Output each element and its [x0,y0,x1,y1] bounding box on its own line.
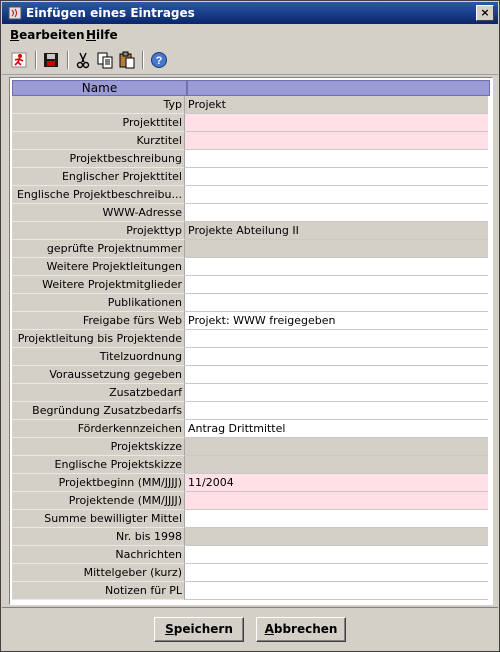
table-row [12,564,490,582]
row-label: Typ [12,96,185,114]
table-row [12,114,490,132]
column-header-name[interactable]: Name [12,80,187,96]
table-row [12,348,490,366]
row-label: Nr. bis 1998 [12,528,185,546]
row-label: Nachrichten [12,546,185,564]
row-label: Englischer Projekttitel [12,168,185,186]
row-value-field[interactable]: Projekt: WWW freigegeben [185,312,488,330]
table-row [12,330,490,348]
row-value-field[interactable] [185,168,488,186]
table-row [12,294,490,312]
row-value-field[interactable] [185,582,488,600]
table-rows [12,96,490,600]
row-label: Weitere Projektmitglieder [12,276,185,294]
row-label: Begründung Zusatzbedarfs [12,402,185,420]
row-label: Kurztitel [12,132,185,150]
row-value-field [185,240,488,258]
table-row [12,546,490,564]
toolbar-separator [35,51,37,69]
row-label: Projektende (MM/JJJJ) [12,492,185,510]
row-label: Englische Projektbeschreibu... [12,186,185,204]
table-row [12,258,490,276]
row-value-field[interactable] [185,150,488,168]
save-icon[interactable] [40,49,62,71]
button-bar [2,607,498,652]
table-row [12,582,490,600]
table-row [12,384,490,402]
table-row [12,204,490,222]
row-value-field[interactable] [185,114,488,132]
table-row [12,510,490,528]
table-row [12,150,490,168]
menu-bar [2,25,498,45]
table-row [12,456,490,474]
row-label: geprüfte Projektnummer [12,240,185,258]
table-row [12,528,490,546]
copy-icon[interactable] [94,49,116,71]
row-value-field: Projekte Abteilung II [185,222,488,240]
row-value-field[interactable] [185,132,488,150]
row-label: Englische Projektskizze [12,456,185,474]
table-row [12,168,490,186]
svg-text:?: ? [155,55,163,67]
paste-icon[interactable] [116,49,138,71]
cut-icon[interactable] [72,49,94,71]
help-icon[interactable] [148,49,170,71]
row-label: Voraussetzung gegeben [12,366,185,384]
row-value-field[interactable]: Antrag Drittmittel [185,420,488,438]
window-title: Einfügen eines Eintrages [26,6,195,20]
table-body [12,80,490,600]
row-label: Projektbeschreibung [12,150,185,168]
table-row [12,312,490,330]
table-row [12,96,490,114]
toolbar-separator [67,51,69,69]
row-value-field[interactable] [185,276,488,294]
row-label: Publikationen [12,294,185,312]
save-button[interactable]: Speichern [154,617,244,642]
row-label: Projekttitel [12,114,185,132]
table-row [12,492,490,510]
java-app-icon [8,6,22,20]
row-value-field[interactable] [185,546,488,564]
row-value-field[interactable] [185,204,488,222]
table-row [12,402,490,420]
row-value-field: Projekt [185,96,488,114]
row-value-field[interactable] [185,186,488,204]
table-row [12,186,490,204]
row-label: Projektleitung bis Projektende [12,330,185,348]
table-row [12,366,490,384]
menu-bearbeiten[interactable]: Bearbeiten [10,28,85,42]
row-label: Weitere Projektleitungen [12,258,185,276]
row-value-field[interactable] [185,492,488,510]
row-label: WWW-Adresse [12,204,185,222]
row-value-field[interactable] [185,294,488,312]
row-label: Projektbeginn (MM/JJJJ) [12,474,185,492]
row-label: Förderkennzeichen [12,420,185,438]
row-label: Projekttyp [12,222,185,240]
title-bar[interactable] [2,2,498,24]
row-value-field[interactable] [185,384,488,402]
table-row [12,132,490,150]
toolbar-separator [142,51,144,69]
toolbar [2,46,498,75]
table-row [12,438,490,456]
close-icon[interactable]: × [476,5,494,21]
menu-hilfe[interactable]: Hilfe [86,28,118,42]
row-label: Summe bewilligter Mittel [12,510,185,528]
row-label: Zusatzbedarf [12,384,185,402]
row-label: Mittelgeber (kurz) [12,564,185,582]
column-header-value[interactable] [187,80,490,96]
table-row [12,240,490,258]
row-label: Titelzuordnung [12,348,185,366]
table-row [12,420,490,438]
row-value-field[interactable]: 11/2004 [185,474,488,492]
attribute-table [9,77,493,605]
row-value-field [185,528,488,546]
table-header [12,80,490,96]
table-row [12,222,490,240]
row-value-field[interactable] [185,348,488,366]
row-value-field[interactable] [185,330,488,348]
row-value-field [185,456,488,474]
row-value-field [185,438,488,456]
row-value-field[interactable] [185,258,488,276]
row-value-field[interactable] [185,564,488,582]
row-label: Projektskizze [12,438,185,456]
row-value-field[interactable] [185,366,488,384]
cancel-button[interactable]: Abbrechen [256,617,346,642]
exit-icon[interactable] [8,49,30,71]
table-row [12,276,490,294]
row-value-field[interactable] [185,402,488,420]
row-label: Notizen für PL [12,582,185,600]
table-row [12,474,490,492]
row-label: Freigabe fürs Web [12,312,185,330]
row-value-field[interactable] [185,510,488,528]
